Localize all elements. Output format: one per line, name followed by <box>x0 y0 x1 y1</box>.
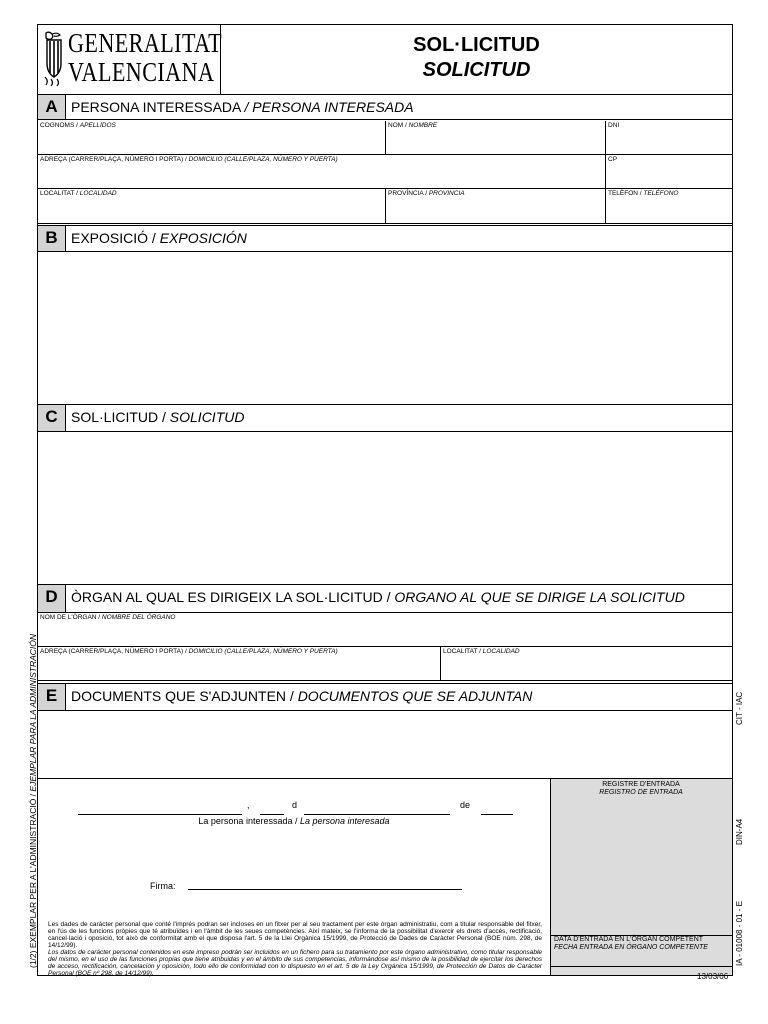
section-b-heading <box>38 225 732 252</box>
registry-box <box>550 779 732 975</box>
interested-person-label: La persona interessada / La persona interesada <box>198 816 390 826</box>
section-title: PERSONA INTERESSADA / PERSONA INTERESADA <box>71 99 414 115</box>
cit-code: CIT - IAC <box>735 691 744 725</box>
field-label: ADREÇA (CARRER/PLAÇA, NÚMERO I PORTA) / DOMICILIO (CALLE/PLAZA, NÚMERO Y PUERTA) <box>40 648 338 655</box>
field-label: NOM / NOMBRE <box>388 122 438 129</box>
field-label: ADREÇA (CARRER/PLAÇA, NÚMERO I PORTA) / DOMICILIO (CALLE/PLAZA, NÚMERO Y PUERTA) <box>40 156 338 163</box>
application-form <box>37 24 733 976</box>
cp-field[interactable] <box>606 155 732 189</box>
section-letter: E <box>38 684 66 710</box>
exposicion-textarea[interactable] <box>38 252 732 405</box>
place-input[interactable] <box>78 803 242 815</box>
section-a-heading <box>38 95 732 120</box>
form-title-valencian: SOL·LICITUD <box>413 34 540 56</box>
privacy-notice-spanish: Los datos de carácter personal contenidos en este impreso podrán ser incluidos en un fichero para su tratamiento por este órgano administrativo, como titular responsable del mismo, en el uso de las funciones propias que tiene atribuidas y en el ámbito de sus competencias, informándose así mismo de la posibilidad de ejercitar los derechos de acceso, rectificación, cancelación y oposición, todo ello de conformidad con lo dispuesto en el art. 5 de la Ley Orgánica 15/1999, de Protección de Datos de Carácter Personal (BOE nº 298, de 14/12/99). <box>48 949 542 977</box>
section-letter: D <box>38 585 66 612</box>
localidad-field[interactable] <box>38 189 386 224</box>
domicilio-field[interactable] <box>38 155 606 189</box>
signature-label: Firma: <box>150 881 176 891</box>
field-label: PROVÍNCIA / PROVINCIA <box>388 190 465 197</box>
logo <box>38 25 221 94</box>
nombre-organo-field[interactable] <box>38 613 732 647</box>
section-letter: B <box>38 226 66 251</box>
section-d-heading <box>38 585 732 613</box>
signature-block <box>38 779 550 975</box>
month-input[interactable] <box>304 803 450 815</box>
nombre-field[interactable] <box>386 121 606 155</box>
form-code: IA - 01008 - 01 - E <box>735 901 744 966</box>
field-label: TELÈFON / TELÉFONO <box>608 190 679 197</box>
field-label: COGNOMS / APELLIDOS <box>40 122 116 129</box>
entry-date-label: DATA D'ENTRADA EN L'ÒRGAN COMPETENT <box>554 936 704 943</box>
entry-date-box <box>551 935 732 967</box>
solicitud-textarea[interactable] <box>38 432 732 585</box>
coat-of-arms-icon <box>43 31 65 87</box>
form-header <box>38 25 732 95</box>
documentos-textarea[interactable] <box>38 711 732 779</box>
field-label: LOCALITAT / LOCALIDAD <box>443 648 520 655</box>
day-input[interactable] <box>260 803 284 815</box>
section-e-heading <box>38 683 732 711</box>
logo-text-line1: GENERALITAT <box>68 28 223 58</box>
provincia-field[interactable] <box>386 189 606 224</box>
de-text: de <box>460 800 471 810</box>
section-letter: A <box>38 95 66 119</box>
field-label: CP <box>608 156 618 163</box>
comma-text: , <box>247 800 250 810</box>
field-label: DNI <box>608 122 620 129</box>
form-title-spanish: SOLICITUD <box>422 59 531 81</box>
year-input[interactable] <box>481 803 513 815</box>
logo-text-line2: VALENCIANA <box>68 57 215 87</box>
section-c-heading <box>38 405 732 432</box>
entry-date-label-es: FECHA ENTRADA EN ÓRGANO COMPETENTE <box>554 944 708 951</box>
dni-field[interactable] <box>606 121 732 155</box>
registry-title: REGISTRE D'ENTRADA REGISTRO DE ENTRADA <box>599 781 683 796</box>
telefono-field[interactable] <box>606 189 732 224</box>
section-title: EXPOSICIÓ / EXPOSICIÓN <box>71 230 247 246</box>
field-label: NOM DE L'ÒRGAN / NOMBRE DEL ÓRGANO <box>40 614 176 621</box>
copy-label: (1/2) EXEMPLAR PER A L'ADMINISTRACIÓ / EJEMPLAR PARA LA ADMINISTRACIÓN <box>28 633 38 968</box>
section-title: DOCUMENTS QUE S'ADJUNTEN / DOCUMENTOS QUE SE ADJUNTAN <box>71 688 533 704</box>
form-date: 13/03/06 <box>697 972 729 981</box>
d-text: d <box>292 800 298 810</box>
field-label: LOCALITAT / LOCALIDAD <box>40 190 117 197</box>
signature-input[interactable] <box>188 889 462 890</box>
localidad-organo-field[interactable] <box>441 647 732 681</box>
section-letter: C <box>38 405 66 431</box>
privacy-notice-valencian: Les dades de caràcter personal que conté l'imprés podran ser incloses en un fitxer per al seu tractament per este òrgan administratiu, com a titular responsable del fitxer, en l'ús de les funcions pròpies que té atribuïdes i en l'àmbit de les seues competències. Així mateix, se l'informa de la possibilitat d'exercir els drets d'accés, rectificació, cancel·lació i oposició, tot això de conformitat amb el que disposa l'art. 5 de la Llei Orgànica 15/1999, de Protecció de Dades de Caràcter Personal (BOE núm. 298, de 14/12/99). <box>48 921 542 949</box>
domicilio-organo-field[interactable] <box>38 647 441 681</box>
section-title: ÒRGAN AL QUAL ES DIRIGEIX LA SOL·LICITUD / ORGANO AL QUE SE DIRIGE LA SOLICITUD <box>71 589 685 605</box>
section-title: SOL·LICITUD / SOLICITUD <box>71 409 245 425</box>
apellidos-field[interactable] <box>38 121 386 155</box>
din-code: DIN-A4 <box>735 818 744 845</box>
